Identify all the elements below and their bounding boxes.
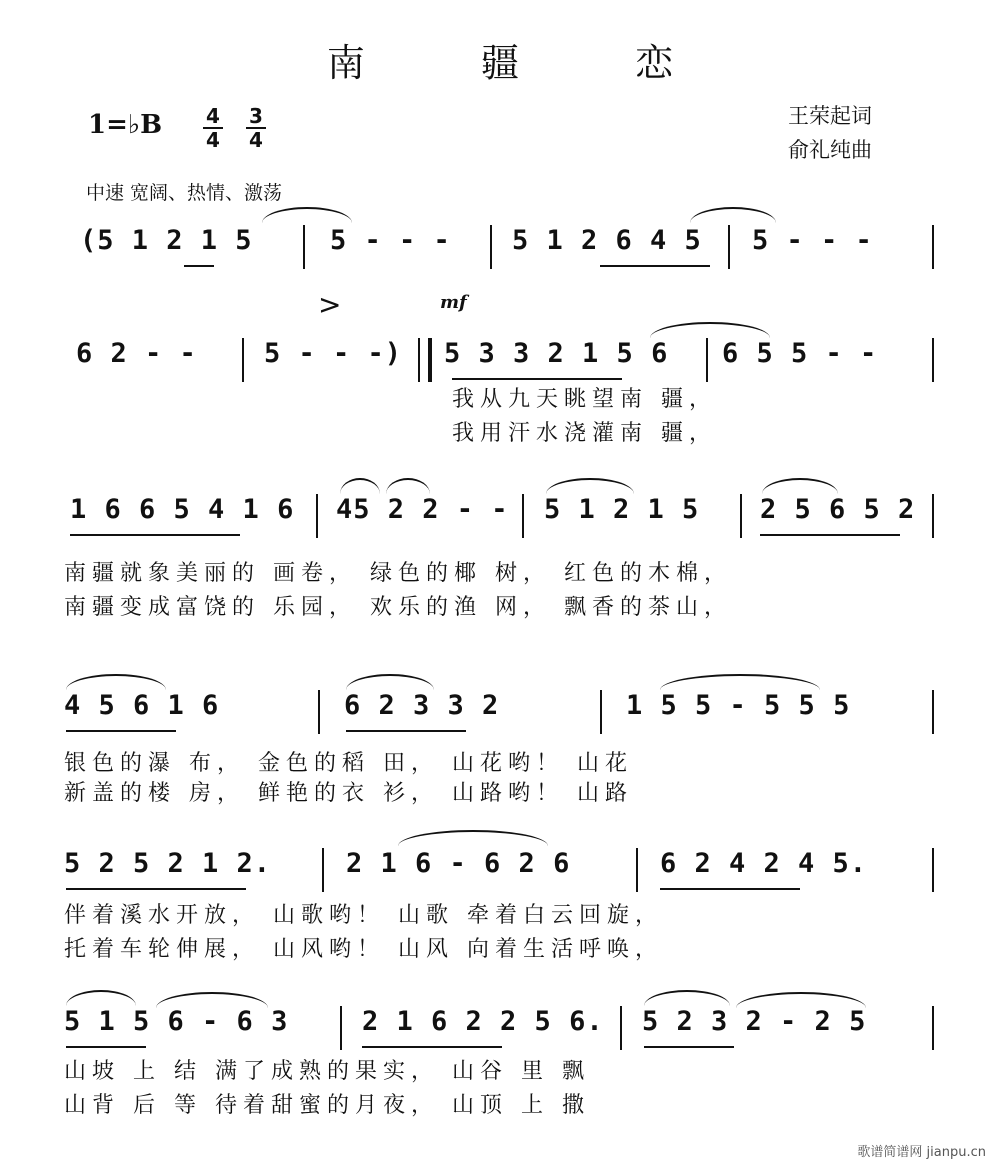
measure: 5 3 3 2 1 5 6 [444,338,669,369]
measure: 4 5 6 1 6 [64,690,220,721]
measure: 5 - - - [752,225,873,256]
time-sig-bottom: 4 [249,128,263,152]
lyric-line: 托着车轮伸展， 山风哟！ 山风 向着生活呼唤， [64,937,663,962]
watermark: 歌谱简谱网 jianpu.cn [857,1145,986,1160]
dynamic-marking: mf [440,292,467,313]
lyric-line: 山坡 上 结 满了成熟的果实， 山谷 里 飘 [64,1059,590,1084]
measure: 6 2 - - [76,338,197,369]
lyric-line: 南疆变成富饶的 乐园， 欢乐的渔 网， 飘香的茶山， [64,595,732,620]
lyric-line: 南疆就象美丽的 画卷， 绿色的椰 树， 红色的木棉， [64,561,732,586]
score-system-3 [0,494,1000,554]
tempo-marking: 中速 宽阔、热情、激荡 [86,182,283,204]
lyric-line: 伴着溪水开放， 山歌哟！ 山歌 牵着白云回旋， [64,903,663,928]
measure: 5 1 5 6 - 6 3 [64,1006,289,1037]
measure: 5 1 2 6 4 5 [512,225,702,256]
measure: 2 1 6 - 6 2 6 [346,848,571,879]
measure: 6 2 4 2 4 5. [660,848,868,879]
score-system-1 [0,225,1000,285]
lyricist: 王荣起词 [788,104,872,128]
measure: 5 1 2 1 5 [544,494,700,525]
time-signature-4-4 [203,106,223,150]
score-system-4 [0,690,1000,750]
composer: 俞礼纯曲 [788,138,872,162]
measure: 45 2 2 - - [336,494,509,525]
accent-mark: > [318,288,342,321]
lyric-line: 新盖的楼 房， 鲜艳的衣 衫， 山路哟！ 山路 [64,781,633,806]
measure: 5 - - - [330,225,451,256]
measure: 5 - - -) [264,338,403,369]
lyric-line: 山背 后 等 待着甜蜜的月夜， 山顶 上 撒 [64,1093,590,1118]
time-sig-top: 4 [206,104,220,128]
measure: 1 6 6 5 4 1 6 [70,494,295,525]
lyric-line: 我从九天眺望南 疆， [452,387,717,412]
measure: 6 5 5 - - [722,338,878,369]
key-signature: 1=♭B [88,110,163,140]
time-sig-bottom: 4 [206,128,220,152]
measure: 6 2 3 3 2 [344,690,500,721]
measure: 5 2 3 2 - 2 5 [642,1006,867,1037]
time-sig-top: 3 [249,104,263,128]
measure: 2 5 6 5 2 [760,494,916,525]
song-title: 南 疆 恋 [326,41,726,85]
lyric-line: 我用汗水浇灌南 疆， [452,421,717,446]
lyric-line: 银色的瀑 布， 金色的稻 田， 山花哟！ 山花 [64,751,633,776]
measure: 5 2 5 2 1 2. [64,848,272,879]
time-signature-3-4 [246,106,266,150]
measure: 2 1 6 2 2 5 6. [362,1006,604,1037]
measure: 1 5 5 - 5 5 5 [626,690,851,721]
measure: (5 1 2 1 5 [80,225,253,256]
